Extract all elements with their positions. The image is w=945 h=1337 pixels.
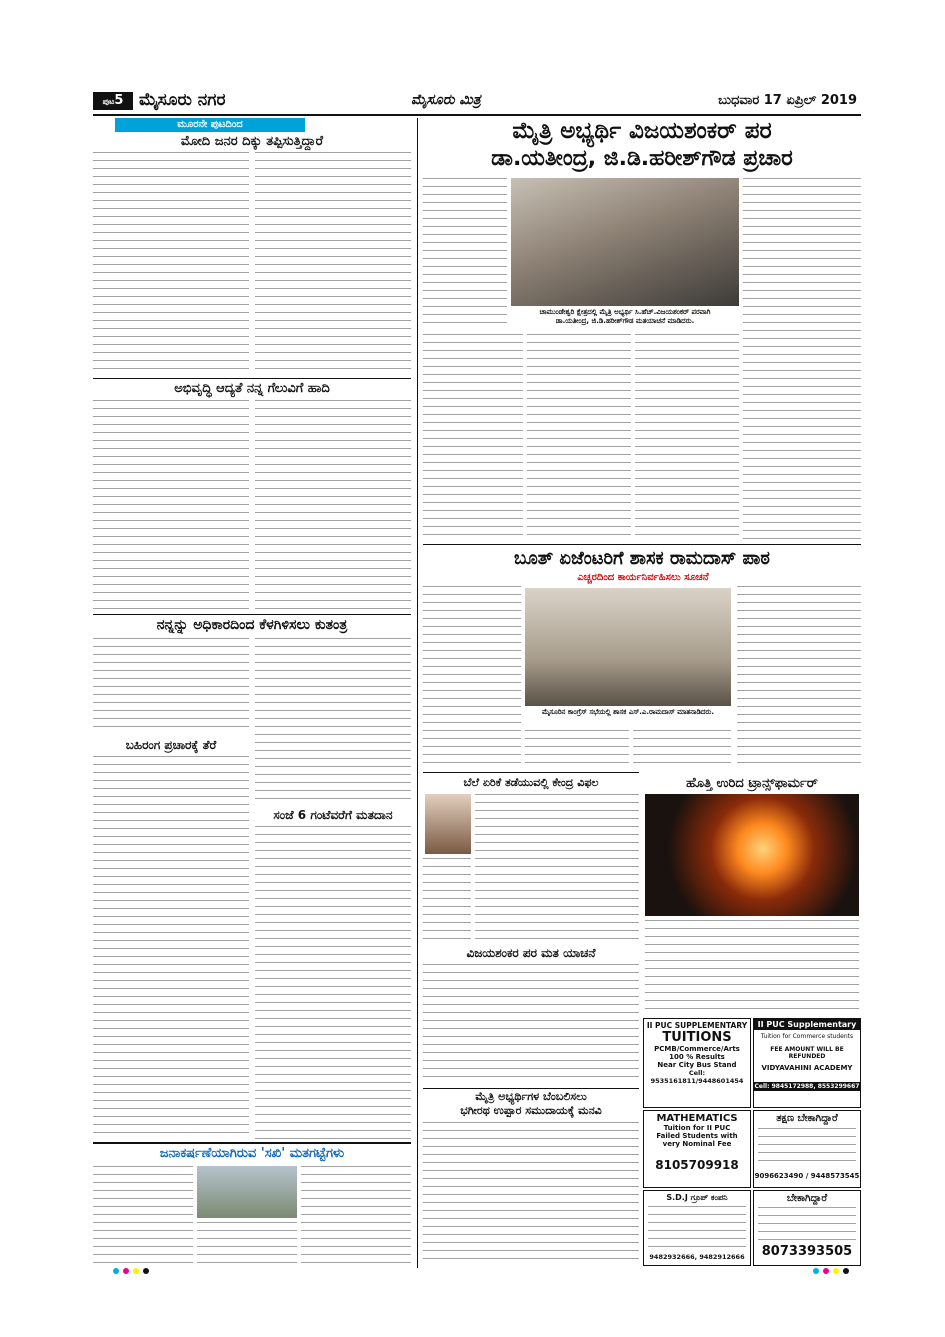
magenta-mark: [123, 1268, 129, 1274]
story6-photo: [197, 1166, 297, 1218]
black-mark: [143, 1268, 149, 1274]
cyan-mark: [113, 1268, 119, 1274]
price-headline: ಬೆಲೆ ಏರಿಕೆ ತಡೆಯುವಲ್ಲಿ ಕೇಂದ್ರ ವಿಫಲ: [463, 776, 599, 789]
story2-col2: [255, 400, 411, 612]
lead-photo: [511, 178, 739, 306]
booth-col4: [737, 586, 861, 766]
ad5-title: S.D.J ಗ್ರೂಪ್ ಕಂಪನಿ: [666, 1193, 728, 1202]
ad2-phone: Cell: 9845172988, 8553299667: [754, 1083, 860, 1090]
booth-photo: [525, 588, 731, 706]
ad-wanted: [753, 1190, 861, 1266]
ad1-line3: Near City Bus Stand: [657, 1061, 737, 1069]
ad3-line1: Tuition for II PUC: [663, 1124, 731, 1132]
booth-col2: [525, 730, 629, 766]
ad-tuitions: [643, 1018, 751, 1108]
section-title: ಮೈಸೂರು ನಗರ: [139, 90, 226, 110]
ad2-line2: FEE AMOUNT WILL BE REFUNDED: [770, 1046, 844, 1060]
ad1-big: TUITIONS: [662, 1030, 732, 1045]
publication-name: ಮೈಸೂರು ಮಿತ್ರ: [411, 92, 481, 108]
alliance-headline-1: ಮೈತ್ರಿ ಅಭ್ಯರ್ಥಿಗಳ ಬೆಂಬಲಿಸಲು: [475, 1090, 587, 1103]
booth-col3: [633, 730, 731, 766]
lead-col4: [743, 178, 861, 540]
alliance-col: [423, 1122, 639, 1264]
ad1-phone: Cell: 9535161811/9448601454: [650, 1069, 744, 1085]
story3-col1: [93, 638, 249, 734]
lead-col3: [635, 334, 739, 540]
page-number: 5: [114, 93, 124, 108]
story2-headline: ಅಭಿವೃದ್ಧಿ ಆದ್ಯತೆ ನನ್ನ ಗೆಲುವಿಗೆ ಹಾದಿ: [174, 381, 330, 396]
story5-headline: ಸಂಜೆ 6 ಗಂಟೆವರೆಗೆ ಮತದಾನ: [273, 808, 393, 822]
ad6-title: ಬೇಕಾಗಿದ್ದಾರೆ: [786, 1193, 828, 1204]
ad-sdj-group: [643, 1190, 751, 1266]
story3-col2: [255, 638, 411, 806]
divider: [423, 1088, 639, 1089]
ad-mathematics: [643, 1110, 751, 1188]
ad3-line2: Failed Students with: [656, 1132, 738, 1140]
ad1-line2: 100 % Results: [669, 1053, 725, 1061]
story6-col1: [93, 1166, 193, 1266]
lead-col2: [527, 334, 631, 540]
ad1-line1: PCMB/Commerce/Arts: [654, 1045, 740, 1053]
registration-marks: [93, 1268, 861, 1276]
ad3-phone: 8105709918: [655, 1158, 739, 1172]
black-mark: [843, 1268, 849, 1274]
divider: [423, 772, 639, 773]
ad4-title: ತಕ್ಷಣ ಬೇಕಾಗಿದ್ದಾರೆ: [776, 1113, 838, 1124]
lead-col1: [423, 334, 523, 540]
page-number-badge: [93, 92, 133, 110]
divider: [93, 614, 411, 615]
story1-col2: [255, 152, 411, 374]
booth-headline: ಬೂತ್ ಏಜೆಂಟರಿಗೆ ಶಾಸಕ ರಾಮದಾಸ್ ಪಾಠ: [514, 548, 770, 569]
ad1-title: II PUC SUPPLEMENTARY: [646, 1021, 748, 1030]
fire-photo: [645, 794, 859, 916]
story4-col: [93, 756, 249, 1140]
ad5-phone: 9482932666, 9482912666: [649, 1253, 745, 1261]
story6-headline: ಜನಾಕರ್ಷಣೆಯಾಗಿರುವ 'ಸಖಿ' ಮತಗಟ್ಟೆಗಳು: [159, 1146, 345, 1161]
ad-vidyavahini: [753, 1018, 861, 1108]
yellow-mark: [133, 1268, 139, 1274]
price-col0: [423, 858, 471, 944]
lead-caption-line1: ಚಾಮುಂಡೇಶ್ವರಿ ಕ್ಷೇತ್ರದಲ್ಲಿ ಮೈತ್ರಿ ಅಭ್ಯರ್ಥಿ ಸಿ.ಹೆಚ್.ವಿಜಯಶಂಕರ್ ಪರವಾಗಿ: [539, 308, 711, 316]
ad6-phone: 8073393505: [761, 1244, 853, 1259]
vote-headline: ವಿಜಯಶಂಕರ ಪರ ಮತ ಯಾಚನೆ: [466, 946, 596, 960]
column-separator: [417, 118, 418, 1268]
booth-caption: ಮೈಸೂರಿನ ಕಾಂಗ್ರೆಸ್ ಸಭೆಯಲ್ಲಿ ಶಾಸಕ ಎಸ್.ಎ.ರಾಮದಾಸ್ ಮಾತನಾಡಿದರು.: [541, 708, 715, 716]
price-col1: [475, 794, 639, 944]
story6-col2: [197, 1222, 297, 1266]
divider: [93, 1142, 411, 1144]
booth-col1: [423, 586, 521, 766]
ad4-phone: 9096623490 / 9448573545: [754, 1172, 860, 1180]
lead-caption: [511, 308, 739, 326]
story5-col: [255, 826, 411, 1140]
newspaper-page: [93, 88, 861, 1274]
ad-wanted-urgent: [753, 1110, 861, 1188]
story4-headline: ಬಹಿರಂಗ ಪ್ರಚಾರಕ್ಕೆ ತೆರೆ: [125, 738, 217, 752]
cyan-mark: [813, 1268, 819, 1274]
fire-col: [645, 920, 859, 1014]
story6-col3: [301, 1166, 411, 1266]
vote-col: [423, 964, 639, 1084]
story1-headline: ಮೋದಿ ಜನರ ದಿಕ್ಕು ತಪ್ಪಿಸುತ್ತಿದ್ದಾರೆ: [180, 134, 324, 149]
story3-headline: ನನ್ನನ್ನು ಅಧಿಕಾರದಿಂದ ಕೆಳಗಿಳಿಸಲು ಕುತಂತ್ರ: [156, 617, 348, 633]
divider: [423, 544, 861, 545]
magenta-mark: [823, 1268, 829, 1274]
fire-headline: ಹೊತ್ತಿ ಉರಿದ ಟ್ರಾನ್ಸ್‌ಫಾರ್ಮರ್: [686, 776, 818, 791]
alliance-headline-2: ಭಗೀರಥ ಉಪ್ಪಾರ ಸಮುದಾಯಕ್ಕೆ ಮನವಿ: [460, 1104, 602, 1117]
page-prefix: ಪುಟ: [102, 97, 115, 106]
ad3-line3: very Nominal Fee: [662, 1140, 732, 1148]
continued-label: ಮೂರನೇ ಪುಟದಿಂದ: [115, 118, 305, 132]
ad2-title: II PUC Supplementary: [754, 1019, 860, 1030]
story1-col1: [93, 152, 249, 374]
lead-col1-top: [423, 178, 507, 330]
ad3-title: MATHEMATICS: [656, 1113, 738, 1124]
issue-date: ಬುಧವಾರ 17 ಏಪ್ರಿಲ್ 2019: [718, 93, 857, 108]
lead-headline-1: ಮೈತ್ರಿ ಅಭ್ಯರ್ಥಿ ವಿಜಯಶಂಕರ್ ಪರ: [512, 118, 772, 144]
story2-col1: [93, 400, 249, 612]
divider: [93, 378, 411, 379]
ad2-line1: Tuition for Commerce students: [760, 1033, 854, 1040]
booth-subhead: ಎಚ್ಚರದಿಂದ ಕಾರ್ಯನಿರ್ವಹಿಸಲು ಸೂಚನೆ: [577, 572, 709, 583]
lead-headline-2: ಡಾ.ಯತೀಂದ್ರ, ಜಿ.ಡಿ.ಹರೀಶ್‌ಗೌಡ ಪ್ರಚಾರ: [491, 146, 793, 171]
lead-caption-line2: ಡಾ.ಯತೀಂದ್ರ, ಜಿ.ಡಿ.ಹರೀಶ್‌ಗೌಡ ಮತಯಾಚನೆ ಮಾಡಿದರು.: [555, 317, 695, 325]
masthead: [93, 88, 861, 116]
yellow-mark: [833, 1268, 839, 1274]
price-portrait: [425, 794, 471, 854]
ad2-brand: VIDYAVAHINI ACADEMY: [761, 1064, 853, 1072]
